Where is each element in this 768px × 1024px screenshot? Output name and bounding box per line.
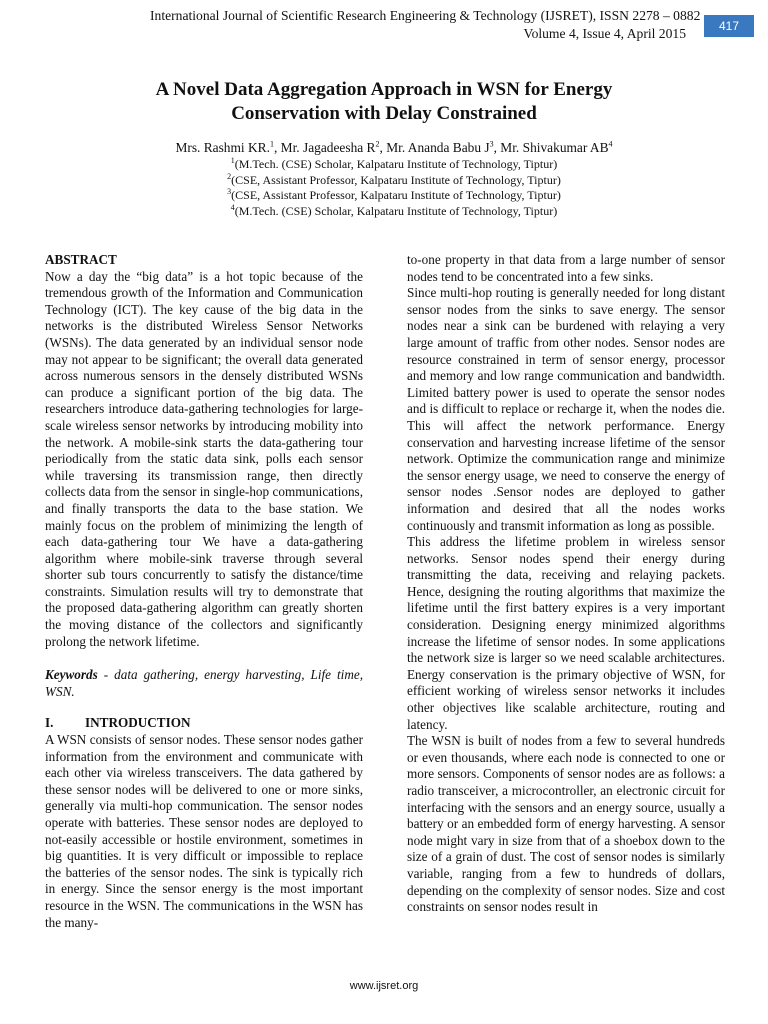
author-list: Mrs. Rashmi KR.$^1$, Mr. Jagadeesha $R^2$, Mr. Ananda Babu $J^3$, Mr. Shivakumar $AB^4$ bbox=[175, 139, 613, 155]
volume-info: Volume 4, Issue 4, April 2015 bbox=[523, 26, 686, 41]
title-line-2: Conservation with Delay Constrained bbox=[231, 103, 537, 124]
body-paragraph: The WSN is built of nodes from a few to several hundreds or even thousands, where each node is connected to one or more sensors. Components of sensor nodes are as follows: a radio transceiver, a microcontroller, an electronic circuit for interfacing with the sensors and an energy source, usually a battery or an embedded form of energy harvesting. A sensor node might vary in size from that of a shoebox down to the size of a grain of dust. The cost of sensor nodes is similarly variable, ranging from a few to hundreds of dollars, depending on the complexity of sensor nodes. Size and cost constraints on sensor nodes result in bbox=[407, 733, 725, 915]
journal-header: International Journal of Scientific Research Engineering & Technology (IJSRET), ISSN 2278 – 0882 bbox=[150, 8, 701, 23]
keywords bbox=[45, 667, 363, 700]
abstract-heading: ABSTRACT bbox=[45, 252, 117, 267]
abstract-text: Now a day the “big data” is a hot topic because of the tremendous growth of the Information and Communication Technology (ICT). The key cause of the big data in the networks is the distributed Wireless Sensor Networks (WSNs). The data generated by an individual sensor node may not appear to be significant; the overall data generated across numerous sensors in the densely distributed WSNs can produce a significant portion of the big data. The researchers introduce data-gathering technologies for large-scale wireless sensor networks by introducing mobility into the network. A mobile-sink starts the data-gathering tour periodically from the static data sink, polls each sensor while traversing its transmission range, then directly collects data from the sensor in single-hop communications, and finally transports the data to the base station. We mainly focus on the problem of minimizing the length of each data-gathering tour We have a data-gathering algorithm where mobile-sink traverse through several shorter sub tours concurrently to satisfy the distance/time constraints. Simulation results will try to demonstrate that the proposed data-gathering algorithm can greatly shorten the moving distance of the collectors and significantly prolong the network lifetime. bbox=[45, 268, 363, 649]
introduction-heading: I. INTRODUCTION bbox=[45, 715, 191, 731]
affiliation: $^1$(M.Tech. (CSE) Scholar, Kalpataru Institute of Technology, Tiptur) bbox=[230, 156, 558, 171]
author: Mrs. Rashmi KR. bbox=[175, 140, 270, 155]
title-line-1: A Novel Data Aggregation Approach in WSN for Energy bbox=[155, 79, 613, 100]
footer-url[interactable]: www.ijsret.org bbox=[349, 980, 419, 992]
affiliations bbox=[0, 157, 768, 219]
author-sup: 3 bbox=[489, 139, 494, 149]
keywords-text: - data gathering, energy harvesting, Life time, WSN. bbox=[45, 667, 363, 699]
paper-title bbox=[0, 78, 768, 126]
introduction-paragraph: A WSN consists of sensor nodes. These sensor nodes gather information from the environment and communicate with each other via wireless transceivers. The data gathered by these sensor nodes will be delivered to one or more sinks, generally via multi-hop communication. The sensor nodes operate with batteries. These sensor nodes are deployed to not-easily accessible or hostile environment, sometimes in big quantities. It is very difficult or impossible to replace the batteries of the sensor nodes. The sink is typically rich in energy. Since the sensor energy is the most important resource in the WSN. The communications in the WSN has the many- bbox=[45, 732, 363, 930]
left-column bbox=[45, 252, 363, 931]
author-sup: 1 bbox=[269, 139, 274, 149]
page-number-badge: 417 bbox=[704, 15, 754, 37]
author: Mr. Ananda Babu J bbox=[386, 140, 490, 155]
author-sup: 2 bbox=[375, 139, 380, 149]
affiliation: $^2$(CSE, Assistant Professor, Kalpataru Institute of Technology, Tiptur) bbox=[227, 171, 561, 187]
body-paragraph: This address the lifetime problem in wireless sensor networks. Sensor nodes spend their energy during transmitting the data, receiving and relaying packets. Hence, designing the routing algorithms that maximize the lifetime until the first battery expires is a very important consideration. Designing energy minimized algorithms increase the lifetime of sensor nodes. In some applications the network size is larger so we need scalable architectures. Energy conservation is the primary objective of WSN, for efficient working of wireless sensor networks it includes other objectives like scalable architecture, routing and latency. bbox=[407, 534, 725, 732]
author: Mr. Jagadeesha R bbox=[280, 140, 376, 155]
keywords-label: Keywords bbox=[45, 667, 98, 683]
author: Mr. Shivakumar AB bbox=[500, 140, 609, 155]
body-paragraph: Since multi-hop routing is generally needed for long distant sensor nodes from the sinks to save energy. The sensor nodes near a sink can be burdened with relaying a very large amount of traffic from other nodes. Sensor nodes are resource constrained in term of sensor energy, processor and memory and low range communication and bandwidth. Limited battery power is used to operate the sensor nodes and is difficult to replace or recharge it, when the nodes die. This will affect the network performance. Energy conservation and harvesting increase lifetime of the sensor network. Optimize the communication range and minimize the sensor energy usage, we need to conserve the energy of sensor nodes .Sensor nodes are deployed to gather information and desired that all the nodes works continuously and transmit information as long as possible. bbox=[407, 285, 725, 533]
affiliation: $^3$(CSE, Assistant Professor, Kalpataru Institute of Technology, Tiptur) bbox=[227, 187, 561, 202]
author-sup: 4 bbox=[608, 139, 613, 149]
affiliation: $^4$(M.Tech. (CSE) Scholar, Kalpataru Institute of Technology, Tiptur) bbox=[230, 202, 558, 218]
body-paragraph: to-one property in that data from a large number of sensor nodes tend to be concentrated into a few sinks. bbox=[407, 252, 725, 284]
right-column bbox=[407, 252, 725, 916]
